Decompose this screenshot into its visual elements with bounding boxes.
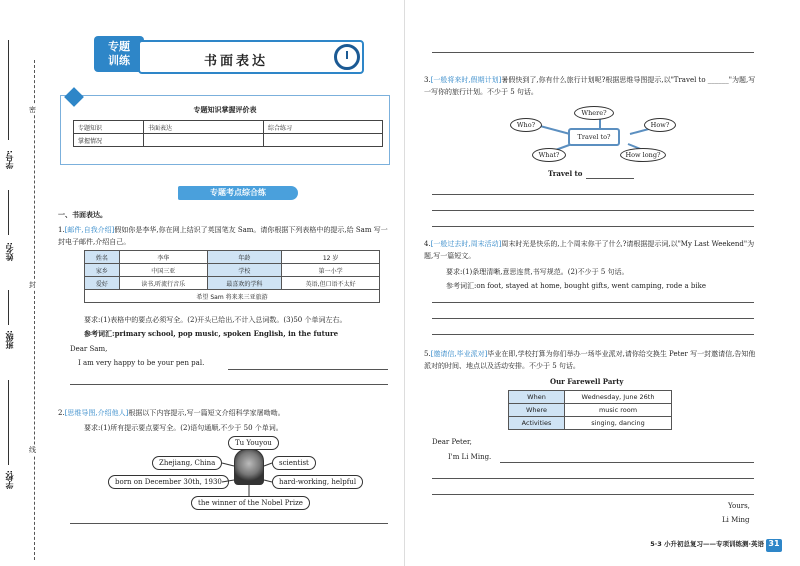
party-title: Our Farewell Party	[550, 377, 624, 386]
question-5	[424, 348, 758, 372]
letter-greeting: Dear Peter,	[432, 438, 472, 446]
table-cell: 第一小学	[282, 264, 380, 277]
table-cell: 李华	[119, 251, 207, 264]
question-text: 暑假快到了,你有什么旅行计划呢?根据思维导图提示,以"Travel to ______"为题,写一写你的旅行计划。不少于 5 句话。	[424, 76, 756, 96]
table-cell: Activities	[509, 417, 565, 430]
table-cell: 读书,听流行音乐	[119, 277, 207, 290]
title-bar	[138, 40, 364, 74]
mindmap-node: Tu Youyou	[228, 436, 279, 450]
evaluation-title: 专题知识掌握评价表	[193, 106, 257, 114]
evaluation-box	[60, 95, 390, 165]
table-cell: 学校	[207, 264, 282, 277]
table-row	[509, 417, 672, 430]
answer-line[interactable]	[432, 226, 754, 227]
table-cell: singing, dancing	[565, 417, 672, 430]
question-tag: [邀请信,毕业派对]	[430, 350, 488, 358]
answer-line[interactable]	[228, 369, 388, 370]
answer-line[interactable]	[70, 523, 388, 524]
alarm-clock-icon	[334, 44, 360, 70]
mindmap-node: What?	[532, 148, 566, 162]
table-cell: 书面表达	[144, 121, 264, 134]
table-row	[509, 404, 672, 417]
table-cell: 家乡	[85, 264, 120, 277]
class-label: 班级:	[5, 330, 14, 350]
question-text: 假如你是李华,你在网上结识了英国笔友 Sam。请你根据下列表格中的提示,给 Sam 写一封电子邮件,介绍自己。	[58, 226, 388, 246]
badge-line: 专题	[108, 40, 130, 53]
title-blank[interactable]	[586, 178, 634, 179]
topic-badge	[94, 36, 144, 72]
essay-title: Travel to	[548, 169, 583, 178]
table-note: 希望 Sam 将来来三亚旅游	[85, 290, 380, 303]
page-title: 书面表达	[203, 54, 268, 69]
mindmap-node: hard-working, helpful	[272, 475, 363, 489]
question-number: 1.	[58, 226, 65, 234]
vocabulary: 参考词汇:on foot, stayed at home, bought gifts, went camping, rode a bike	[446, 282, 707, 290]
table-row	[85, 264, 380, 277]
school-line[interactable]	[8, 380, 9, 465]
vocabulary: 参考词汇:primary school, pop music, spoken English, in the future	[84, 329, 339, 338]
student-id-label: 学号:	[5, 150, 14, 170]
badge-line: 训练	[108, 54, 130, 67]
question-4	[424, 238, 758, 262]
answer-line[interactable]	[432, 494, 754, 495]
answer-line[interactable]	[432, 302, 754, 303]
table-cell: 掌握情况	[74, 134, 144, 147]
table-cell: Wednesday, June 26th	[565, 391, 672, 404]
table-cell[interactable]	[264, 134, 383, 147]
name-line[interactable]	[8, 190, 9, 235]
question-number: 3.	[424, 76, 431, 84]
table-cell: When	[509, 391, 565, 404]
table-cell: 最喜欢的学科	[207, 277, 282, 290]
table-cell: music room	[565, 404, 672, 417]
answer-line[interactable]	[432, 194, 754, 195]
mindmap-center-node: Travel to?	[568, 128, 620, 146]
diamond-icon	[64, 87, 84, 107]
question-text: 毕业在即,学校打算为你们举办一场毕业派对,请你给交换生 Peter 写一封邀请信,告知他派对的时间、地点以及活动安排。不少于 5 句话。	[424, 350, 756, 370]
mindmap-node: scientist	[272, 456, 316, 470]
section-heading: 一、书面表达。	[58, 210, 107, 219]
answer-line[interactable]	[432, 52, 754, 53]
table-row	[74, 134, 383, 147]
letter-signature: Li Ming	[722, 516, 750, 524]
name-label: 姓名:	[5, 242, 14, 262]
fold-mark: 封	[29, 281, 36, 289]
table-row	[85, 277, 380, 290]
fold-line	[34, 60, 35, 560]
answer-line[interactable]	[432, 334, 754, 335]
mindmap-node: the winner of the Nobel Prize	[191, 496, 310, 510]
mindmap-node: Where?	[574, 106, 614, 120]
left-page	[58, 0, 398, 566]
letter-closing: Yours,	[728, 502, 750, 510]
requirements: 要求:(1)所有提示要点要写全。(2)语句通顺,不少于 50 个单词。	[84, 424, 283, 432]
page-divider	[404, 0, 405, 566]
table-row	[509, 391, 672, 404]
requirements: 要求:(1)表格中的要点必须写全。(2)开头已给出,不计入总词数。(3)50 个单词左右。	[84, 316, 347, 324]
table-row	[85, 290, 380, 303]
question-3	[424, 74, 758, 98]
question-tag: [邮件,自我介绍]	[64, 226, 115, 234]
question-number: 5.	[424, 350, 431, 358]
letter-greeting: Dear Sam,	[70, 345, 108, 353]
evaluation-table	[73, 120, 383, 147]
table-cell: 综合练习	[264, 121, 383, 134]
question-tag: [思维导图,介绍他人]	[64, 409, 129, 417]
fold-mark: 线	[29, 446, 36, 454]
table-cell: 12 岁	[282, 251, 380, 264]
fold-mark: 密	[29, 106, 36, 114]
answer-line[interactable]	[432, 318, 754, 319]
question-1	[58, 224, 390, 248]
table-row	[74, 121, 383, 134]
class-line[interactable]	[8, 290, 9, 325]
table-cell: 姓名	[85, 251, 120, 264]
right-page	[410, 0, 762, 566]
answer-line[interactable]	[432, 210, 754, 211]
table-cell: 爱好	[85, 277, 120, 290]
question-2	[58, 407, 390, 419]
table-cell: 专题知识	[74, 121, 144, 134]
answer-line[interactable]	[432, 478, 754, 479]
mindmap-node: How long?	[620, 148, 666, 162]
question-text: 周末时光是快乐的,上个周末你干了什么?请根据提示词,以"My Last Weekend"为题,写一篇短文。	[424, 240, 755, 260]
question-tag: [一般将来时,假期计划]	[430, 76, 502, 84]
question-text: 根据以下内容提示,写一篇短文介绍科学家屠呦呦。	[128, 409, 285, 417]
table-cell: 中国三亚	[119, 264, 207, 277]
footer-text: 5·3 小升初总复习——专项训练测·英语	[650, 540, 764, 548]
section-banner: 专题考点综合练	[178, 186, 298, 200]
requirements: 要求:(1)条理清晰,意思连贯,书写规范。(2)不少于 5 句话。	[446, 268, 629, 276]
student-id-line[interactable]	[8, 40, 9, 140]
table-cell: 年龄	[207, 251, 282, 264]
mindmap-node: Who?	[510, 118, 542, 132]
answer-line[interactable]	[70, 384, 388, 385]
table-row	[85, 251, 380, 264]
page-number: 31	[766, 539, 782, 552]
school-label: 学校:	[5, 470, 14, 490]
letter-opening: I'm Li Ming.	[448, 453, 492, 461]
mindmap-connectors	[58, 430, 398, 520]
answer-line[interactable]	[500, 462, 754, 463]
letter-opening: I am very happy to be your pen pal.	[78, 359, 205, 367]
question-number: 2.	[58, 409, 65, 417]
table-cell: Where	[509, 404, 565, 417]
table-cell: 英语,但口语不太好	[282, 277, 380, 290]
table-cell[interactable]	[144, 134, 264, 147]
binding-margin	[0, 0, 58, 566]
question-tag: [一般过去时,周末活动]	[430, 240, 502, 248]
question-number: 4.	[424, 240, 431, 248]
profile-table	[84, 250, 380, 303]
mindmap-node: Zhejiang, China	[152, 456, 222, 470]
mindmap-node: How?	[644, 118, 676, 132]
party-table	[508, 390, 672, 430]
mindmap-node: born on December 30th, 1930	[108, 475, 229, 489]
